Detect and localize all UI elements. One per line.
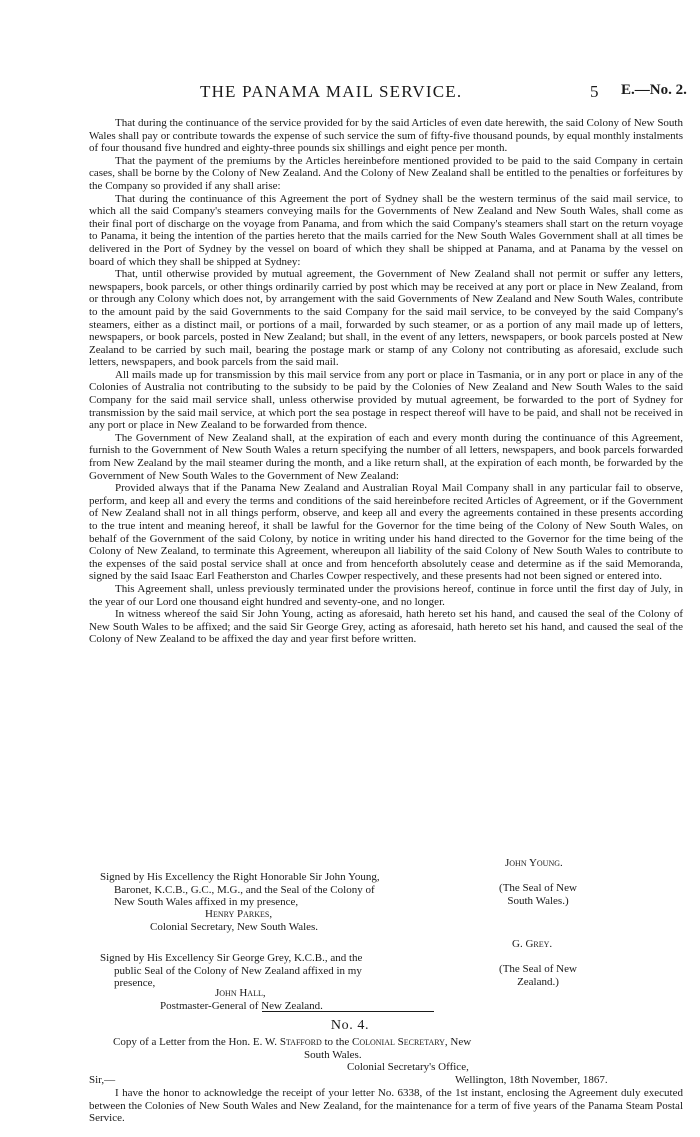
paragraph-tasmania-mails: All mails made up for transmission by this mail service from any port or place in Tasmania, or in any port or place in any of the Colonies of Australia not contributing to the subsidy to be paid by the Colonies of New Zealand and New South Wales to the said Company for the said mail service shall, unless otherwise provided by mutual agreement, be forwarded to the port of Sydney for transmission by the said mail service, at which port the sea postage in respect thereof will have to be paid, and shall not be received in any port or place in New Zealand to be forwarded from thence. [89,368,683,432]
salutation-row [89,1074,683,1087]
letter-recipient-office: Colonial Secretary [352,1036,445,1048]
paragraph-termination-proviso: Provided always that if the Panama New Zealand and Australian Royal Mail Company shall in any particular fail to observe, perform, and keep all and every the terms and conditions of the said hereinbefore recited Articles of Agreement, or if the Government of New Zealand shall not in all things perform, observe, and keep all and every the agreements contained in these presents according to the true intent and meaning hereof, it shall be lawful for the Governor for the time being of the Colony of New South Wales, on behalf of the Government of the said Colony, by notice in writing under his hand directed to the Governor for the time being of the Colony of New Zealand, to terminate this Agreement, whereupon all liability of the said Colony of New South Wales to contribute to the expenses of the said postal service shall at once and from henceforth absolutely cease and determine as if the said Memoranda, signed by the said Isaac Earl Featherston and Charles Cowper respectively, and these presents had not been signed or entered into. [89,482,683,583]
nsw-signed-line: Baronet, K.C.B., G.C., M.G., and the Seal of the Colony of [114,883,375,896]
letter-salutation: Sir,— [89,1073,116,1086]
letter-sender-name: Stafford [279,1036,322,1048]
letter-place-date: Wellington, 18th November, 1867. [455,1073,608,1086]
letter-number: No. 4. [330,1018,370,1033]
nsw-seal-line: South Wales.) [507,894,569,907]
nsw-witness-name: Henry Parkes, [205,908,273,920]
nsw-witness-title: Colonial Secretary, New South Wales. [150,921,319,933]
nsw-signed-line: Signed by His Excellency the Right Honorable Sir John Young, [100,871,380,883]
document-reference: E.—No. 2. [621,82,687,98]
nz-signed-line: presence, [114,977,156,990]
nz-seal-line: Zealand.) [517,975,559,988]
nz-signed-line: Signed by His Excellency Sir George Grey, K.C.B., and the [100,952,363,964]
paragraph-duration: This Agreement shall, unless previously terminated under the provisions hereof, continue in force until the first day of July, in the year of our Lord one thousand eight hundred and seventy-one, and no longer. [89,582,683,608]
section-divider [262,1011,434,1012]
nz-witness-title: Postmaster-General of New Zealand. [160,1000,323,1012]
nz-witness-name: John Hall, [215,987,266,999]
letter-title-end: , New [444,1036,472,1048]
page-number: 5 [590,82,599,101]
paragraph-witness: In witness whereof the said Sir John Young, acting as aforesaid, hath hereto set his hand, and caused the seal of the Colony of New South Wales to be affixed; and the said Sir George Grey, acting as aforesaid, hath hereto set his hand, and caused the seal of the Colony of New Zealand to be affixed the day and year first before written. [89,608,683,646]
nsw-seal-line: (The Seal of New [499,882,577,894]
nsw-signed-statement [100,871,420,909]
letter-title-line [89,1036,683,1049]
running-title: THE PANAMA MAIL SERVICE. [200,82,463,101]
letter-heading [89,1036,683,1086]
nsw-signatory: John Young. [505,857,563,869]
letter-title-line-2: South Wales. [304,1048,362,1061]
nsw-seal [478,882,598,907]
paragraph-sydney-terminus: That during the continuance of this Agreement the port of Sydney shall be the western terminus of the said mail service, to which all the said Company's steamers conveying mails for the Governments of New Zealand and New South Wales, shall come as their final port of discharge on the voyage from Panama, and from which the said Company's steamers shall start on the return voyage to Panama, it being the intention of the parties hereto that the mails carried for the New South Wales Government shall at all times be delivered in the Port of Sydney by the vessel on board of which they shall be shipped at Panama, and at Panama by the vessel on board of which they shall be shipped at Sydney: [89,192,683,268]
paragraph-contribution: That during the continuance of the service provided for by the said Articles of even date herewith, the said Colony of New South Wales shall pay or contribute towards the expense of such service the sum of fifty-five thousand pounds, by equal monthly instalments of four thousand five hundred and eighty-three pounds six shillings and eight pence per month. [89,117,683,155]
letter-paragraph: I have the honor to acknowledge the receipt of your letter No. 6338, of the 1st instant, enclosing the Agreement duly executed between the Colonies of New South Wales and New Zealand, for the maintenance for a term of five years of the Panama Steam Postal Service. [89,1087,683,1125]
letter-title-prefix: Copy of a Letter from the Hon. E. W. [113,1036,278,1048]
nz-signed-statement [100,952,420,990]
nz-seal [478,963,598,988]
paragraph-monthly-return: The Government of New Zealand shall, at the expiration of each and every month during the continuance of this Agreement, furnish to the Government of New South Wales a return specifying the number of all letters, newspapers, and book parcels forwarded from New Zealand by the mail steamer during the month, and a like return shall, at the expiration of each month, be forwarded by the Government of New South Wales to the Government of New Zealand: [89,431,683,482]
letter-title-mid: to the [324,1036,350,1048]
agreement-body [89,117,683,646]
nz-seal-line: (The Seal of New [499,963,577,975]
paragraph-premiums: That the payment of the premiums by the Articles hereinbefore mentioned provided to be paid to the said Company in certain cases, shall be borne by the Colony of New Zealand. And the Colony of New Zealand shall be entitled to the penalties or forfeitures by the Company so provided if any shall arise: [89,154,683,192]
letter-body [89,1087,683,1125]
paragraph-non-contributing-colonies: That, until otherwise provided by mutual agreement, the Government of New Zealand shall not permit or suffer any letters, newspapers, book parcels, or other things ordinarily carried by post which may be received at any port or place in New Zealand, from or through any Colony which does not, by arrangement with the said Governments of New Zealand and New South Wales, contribute to the amount paid by the said Governments to the said Company for the said mail service, to be conveyed by the said Company's steamers, either as a distinct mail, or portions of a mail, forwarded by such steamer, or as a portion of any mail made up of letters, newspapers, or book parcels, posted in New Zealand; but shall, in the event of any letters, newspapers, or book parcels posted at New Zealand to be carried by such mail, bearing the postage mark or stamp of any Colony not contributing as aforesaid, exclude such letters, newspapers, and book parcels from the said mail. [89,268,683,369]
nsw-signed-line: New South Wales affixed in my presence, [114,896,299,909]
page-header [0,82,700,106]
nz-signatory: G. Grey. [512,938,553,950]
nz-signed-line: public Seal of the Colony of New Zealand affixed in my [114,964,362,977]
letter-office: Colonial Secretary's Office, [347,1061,469,1074]
